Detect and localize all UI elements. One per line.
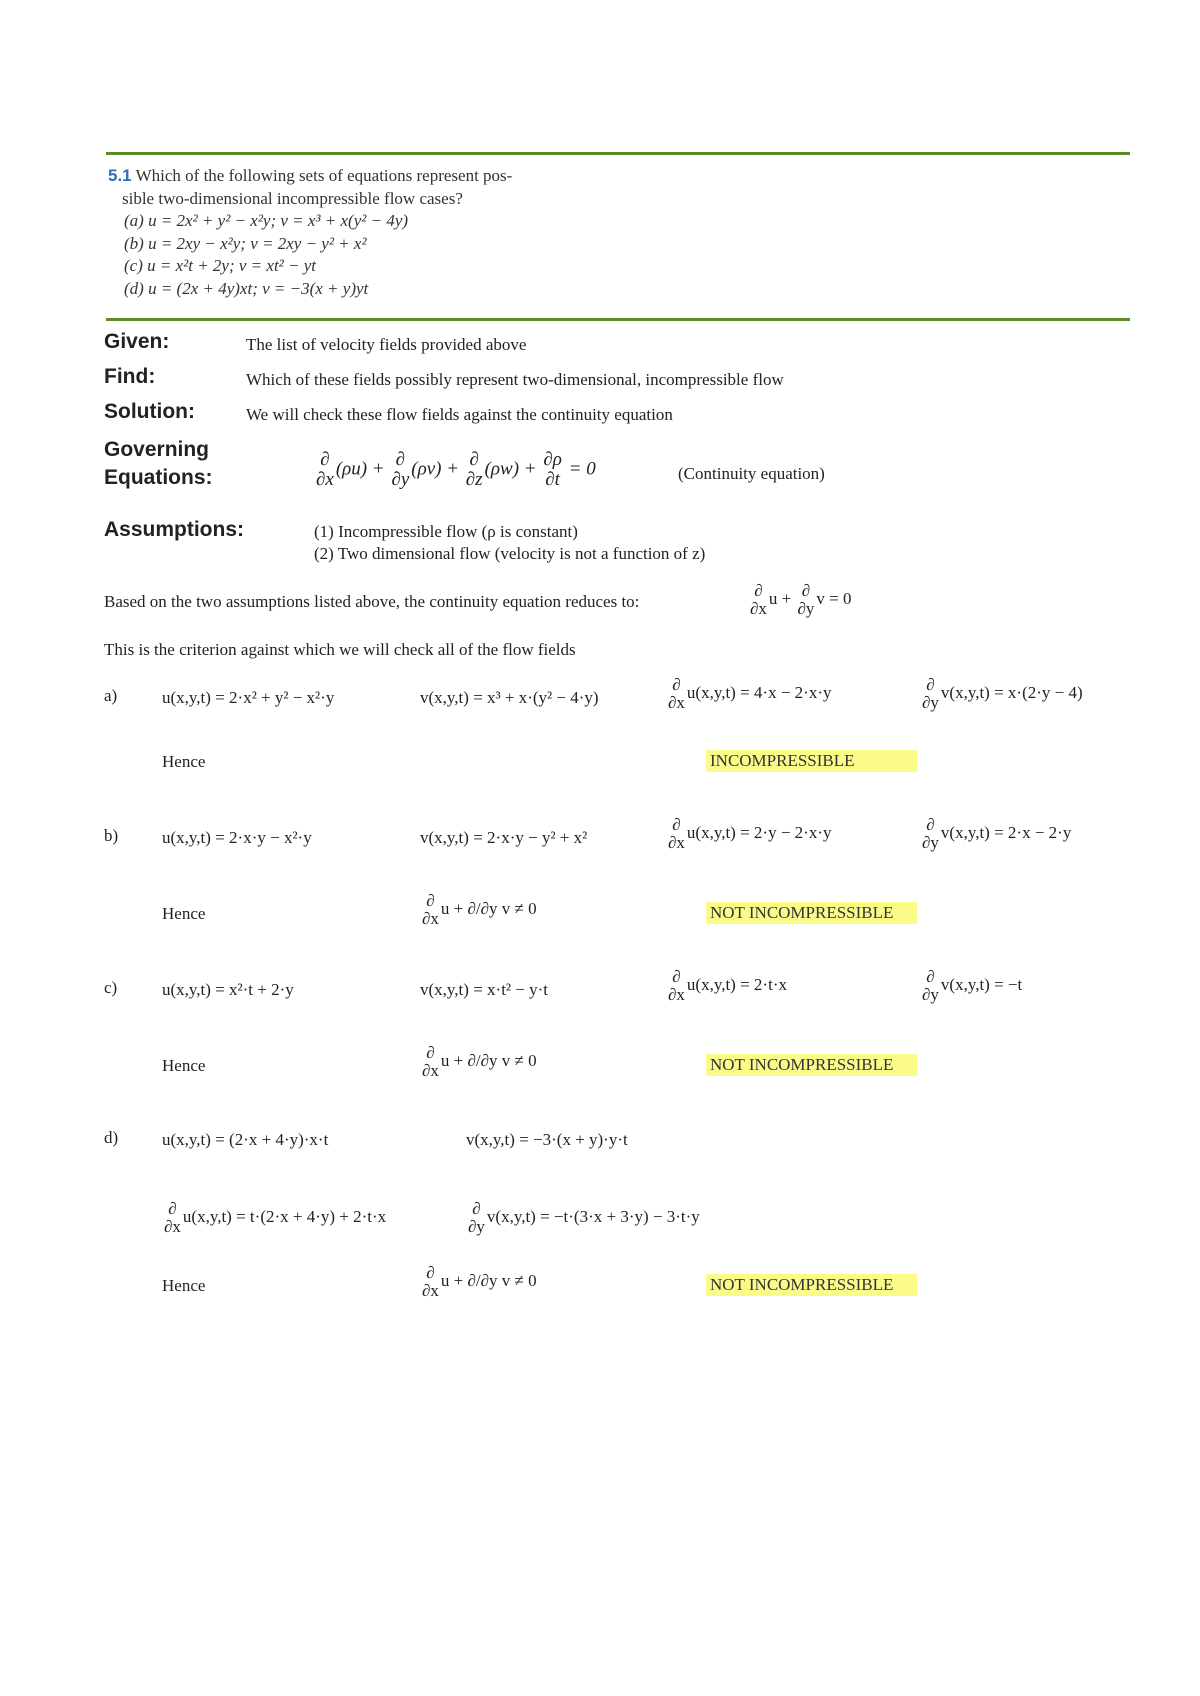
- continuity-equation: ∂ ∂x (ρu) + ∂ ∂y (ρv) + ∂ ∂z (ρw) + ∂ρ ∂t = 0: [316, 449, 596, 490]
- case-d-v: v(x,y,t) = −3·(x + y)·y·t: [466, 1130, 628, 1149]
- case-b-v: v(x,y,t) = 2·x·y − y² + x²: [420, 828, 588, 847]
- partial-rho-t-fraction: ∂ρ ∂t: [543, 449, 562, 490]
- case-b-dvdy: ∂ ∂y v(x,y,t) = 2·x − 2·y: [922, 815, 1072, 852]
- reduced-equation: ∂ ∂x u + ∂ ∂y v = 0: [750, 581, 852, 618]
- case-a-dudx: ∂ ∂x u(x,y,t) = 4·x − 2·x·y: [668, 675, 832, 712]
- case-a-v: v(x,y,t) = x³ + x·(y² − 4·y): [420, 688, 599, 707]
- case-b-check: ∂ ∂x u + ∂/∂y v ≠ 0: [422, 891, 537, 928]
- find-label: Find:: [104, 365, 156, 388]
- case-b-dudx: ∂ ∂x u(x,y,t) = 2·y − 2·x·y: [668, 815, 832, 852]
- case-a-letter: a): [104, 686, 118, 705]
- case-c-v: v(x,y,t) = x·t² − y·t: [420, 980, 548, 999]
- case-a-u: u(x,y,t) = 2·x² + y² − x²·y: [162, 688, 335, 707]
- case-d-dvdy: ∂ ∂y v(x,y,t) = −t·(3·x + 3·y) − 3·t·y: [468, 1199, 700, 1236]
- case-c-letter: c): [104, 978, 118, 997]
- case-c-u: u(x,y,t) = x²·t + 2·y: [162, 980, 294, 999]
- case-c-check: ∂ ∂x u + ∂/∂y v ≠ 0: [422, 1043, 537, 1080]
- case-c-result: NOT INCOMPRESSIBLE: [706, 1054, 917, 1076]
- given-text: The list of velocity fields provided above: [246, 335, 527, 354]
- case-d-dudx: ∂ ∂x u(x,y,t) = t·(2·x + 4·y) + 2·t·x: [164, 1199, 387, 1236]
- governing-label-line-1: Governing: [104, 438, 210, 461]
- case-a-result: INCOMPRESSIBLE: [706, 750, 917, 772]
- case-d-u: u(x,y,t) = (2·x + 4·y)·x·t: [162, 1130, 329, 1149]
- case-b-result: NOT INCOMPRESSIBLE: [706, 902, 917, 924]
- case-c-dvdy: ∂ ∂y v(x,y,t) = −t: [922, 967, 1023, 1004]
- case-b-hence: Hence: [162, 904, 206, 923]
- continuity-note: (Continuity equation): [678, 464, 825, 483]
- partial-x-fraction: ∂ ∂x: [316, 449, 334, 490]
- governing-label: [104, 436, 213, 492]
- solution-label: Solution:: [104, 400, 195, 423]
- solution-text: We will check these flow fields against the continuity equation: [246, 405, 673, 424]
- criterion-text: This is the criterion against which we will check all of the flow fields: [104, 640, 576, 659]
- reduces-text: Based on the two assumptions listed above, the continuity equation reduces to:: [104, 592, 640, 611]
- case-a-dvdy: ∂ ∂y v(x,y,t) = x·(2·y − 4): [922, 675, 1083, 712]
- case-d-result: NOT INCOMPRESSIBLE: [706, 1274, 917, 1296]
- top-rule: [106, 152, 1130, 155]
- partial-z-fraction: ∂ ∂z: [465, 449, 483, 490]
- find-text: Which of these fields possibly represent two-dimensional, incompressible flow: [246, 370, 784, 389]
- partial-y-fraction: ∂ ∂y: [391, 449, 410, 490]
- assumption-1: (1) Incompressible flow (ρ is constant): [314, 522, 578, 541]
- case-b-letter: b): [104, 826, 119, 845]
- case-d-letter: d): [104, 1128, 119, 1147]
- problem-option-c: (c) u = x²t + 2y; v = xt² − yt: [124, 256, 317, 275]
- case-c-dudx: ∂ ∂x u(x,y,t) = 2·t·x: [668, 967, 787, 1004]
- problem-option-d: (d) u = (2x + 4y)xt; v = −3(x + y)yt: [124, 278, 369, 298]
- problem-line-1: Which of the following sets of equations represent pos-: [135, 166, 513, 185]
- problem-number: 5.1: [108, 166, 132, 185]
- given-label: Given:: [104, 330, 170, 353]
- case-b-u: u(x,y,t) = 2·x·y − x²·y: [162, 828, 312, 847]
- problem-line-2: sible two-dimensional incompressible flow cases?: [122, 188, 463, 208]
- case-d-check: ∂ ∂x u + ∂/∂y v ≠ 0: [422, 1263, 537, 1300]
- assumption-2: (2) Two dimensional flow (velocity is not a function of z): [314, 544, 706, 563]
- governing-label-line-2: Equations:: [104, 466, 213, 489]
- case-d-hence: Hence: [162, 1276, 206, 1295]
- problem-option-a: (a) u = 2x² + y² − x²y; v = x³ + x(y² − 4y): [124, 211, 409, 230]
- assumptions-label: Assumptions:: [104, 518, 245, 541]
- case-c-hence: Hence: [162, 1056, 206, 1075]
- problem-statement: [108, 165, 512, 300]
- problem-option-b: (b) u = 2xy − x²y; v = 2xy − y² + x²: [124, 233, 367, 253]
- case-a-hence: Hence: [162, 752, 206, 771]
- section-rule: [106, 318, 1130, 321]
